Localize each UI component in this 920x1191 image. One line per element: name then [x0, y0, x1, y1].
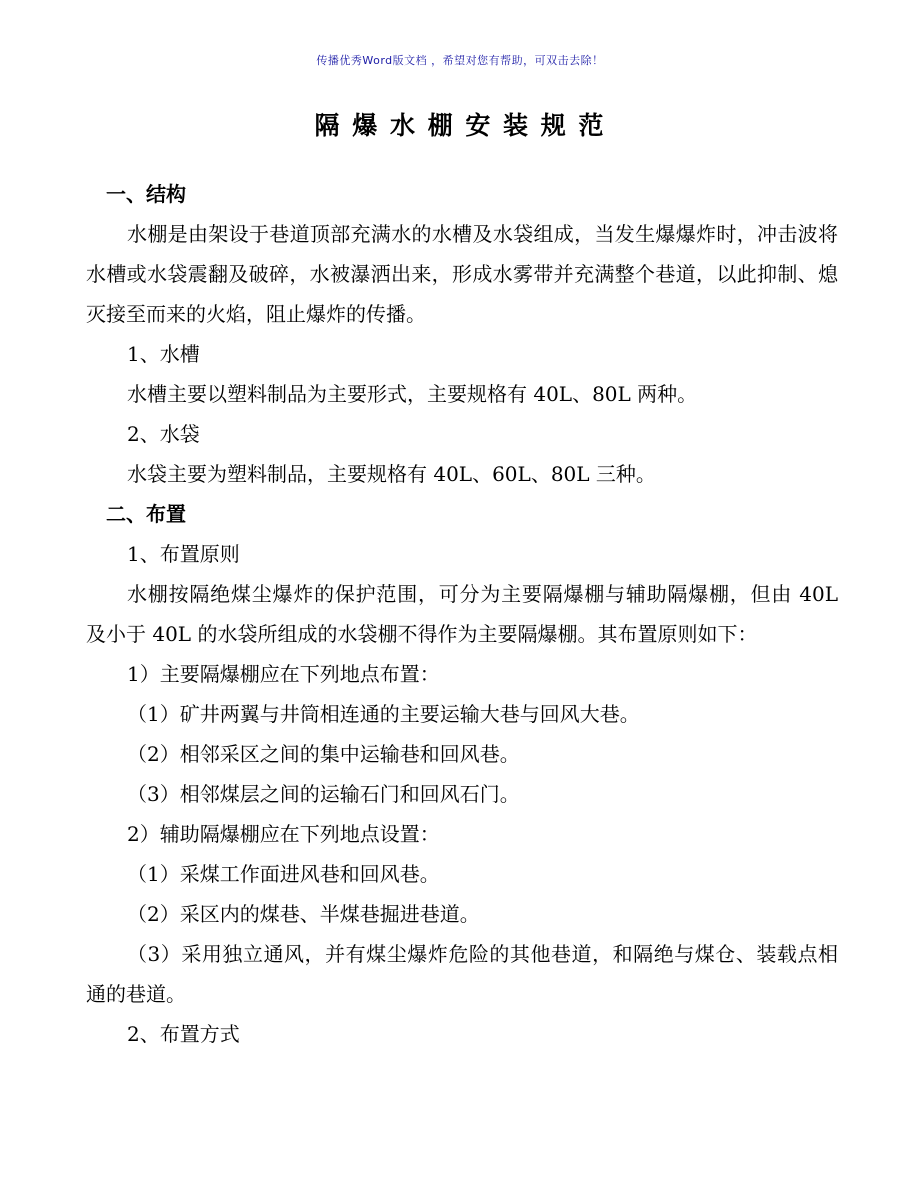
section-heading-layout: 二、布置: [106, 502, 186, 526]
aux-barrier-list-title: 2）辅助隔爆棚应在下列地点设置：: [127, 822, 440, 846]
water-trough-text: 水槽主要以塑料制品为主要形式，主要规格有 40L、80L 两种。: [127, 382, 698, 406]
layout-principle-paragraph: 水棚按隔绝煤尘爆炸的保护范围，可分为主要隔爆棚与辅助隔爆棚，但由 40L 及小于 40L 的水袋所组成的水袋棚不得作为主要隔爆棚。其布置原则如下：: [86, 582, 838, 646]
subheading-water-trough: 1、水槽: [127, 342, 200, 366]
aux-barrier-item-2: （2）采区内的煤巷、半煤巷掘进巷道。: [127, 902, 480, 926]
section-heading-structure: 一、结构: [106, 182, 186, 206]
subheading-layout-method: 2、布置方式: [127, 1022, 240, 1046]
water-bag-text: 水袋主要为塑料制品，主要规格有 40L、60L、80L 三种。: [127, 462, 656, 486]
document-title: 隔 爆 水 棚 安 装 规 范: [314, 111, 606, 140]
document-body: [86, 174, 838, 1054]
header-note: 传播优秀Word版文档 ，希望对您有帮助，可双击去除！: [316, 54, 604, 67]
subheading-layout-principle: 1、布置原则: [127, 542, 240, 566]
aux-barrier-item-3: （3）采用独立通风，并有煤尘爆炸危险的其他巷道，和隔绝与煤仓、装载点相通的巷道。: [86, 942, 838, 1006]
main-barrier-list-title: 1）主要隔爆棚应在下列地点布置：: [127, 662, 440, 686]
main-barrier-item-3: （3）相邻煤层之间的运输石门和回风石门。: [127, 782, 520, 806]
aux-barrier-item-1: （1）采煤工作面进风巷和回风巷。: [127, 862, 440, 886]
structure-paragraph: 水棚是由架设于巷道顶部充满水的水槽及水袋组成，当发生爆爆炸时，冲击波将水槽或水袋震翻及破碎，水被瀑洒出来，形成水雾带并充满整个巷道，以此抑制、熄灭接至而来的火焰，阻止爆炸的传播。: [86, 222, 838, 326]
main-barrier-item-1: （1）矿井两翼与井筒相连通的主要运输大巷与回风大巷。: [127, 702, 640, 726]
subheading-water-bag: 2、水袋: [127, 422, 200, 446]
main-barrier-item-2: （2）相邻采区之间的集中运输巷和回风巷。: [127, 742, 520, 766]
